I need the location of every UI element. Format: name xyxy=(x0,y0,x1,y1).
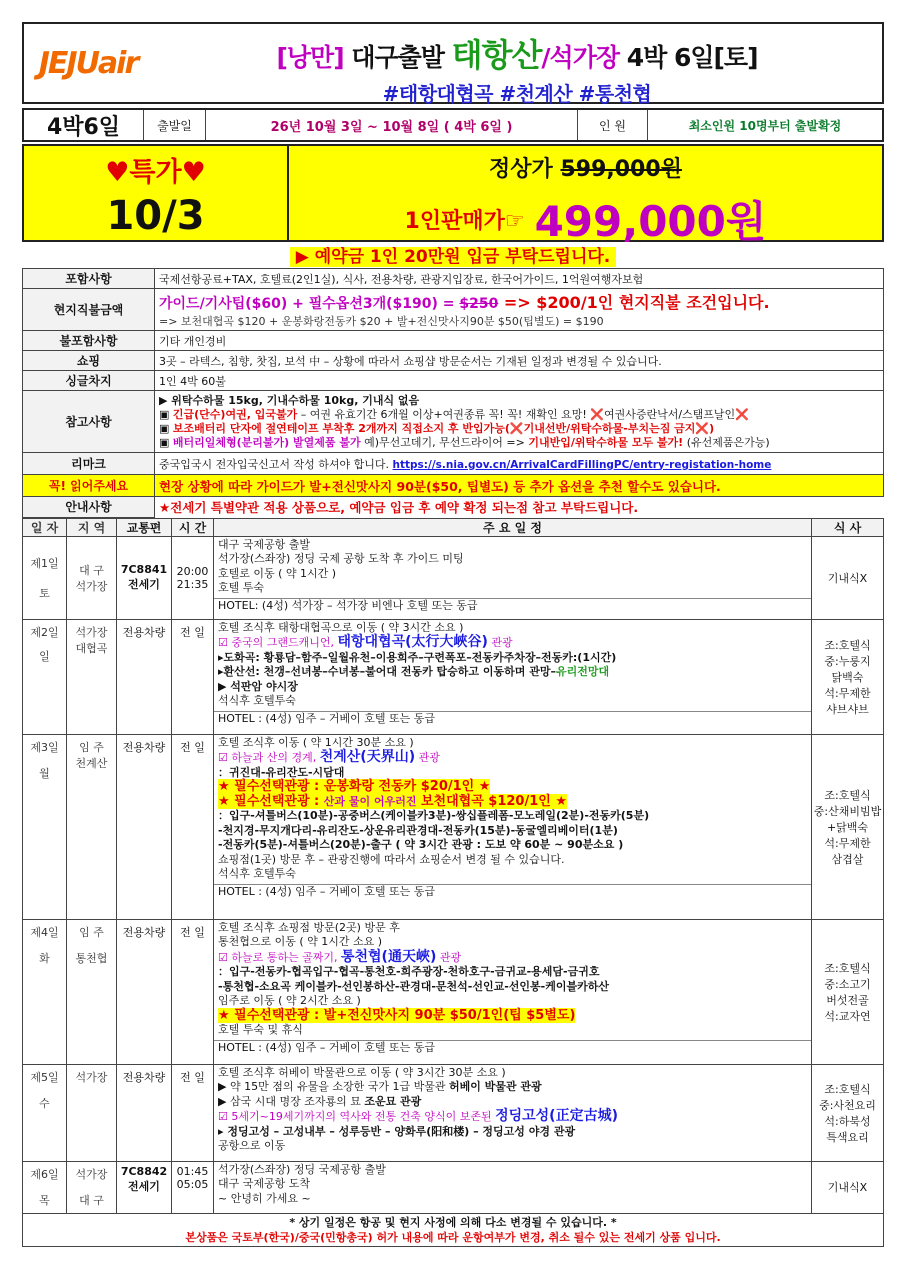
ref4-mark: ▣ xyxy=(159,435,173,449)
itinerary-line: -전동카(5분)-셔틀버스(20분)-출구 ( 약 3시간 관광 : 도보 약 60분 ~ 90분소요 ) xyxy=(218,838,624,851)
day-row-6 xyxy=(23,1161,884,1213)
ref4-red: 기내반입/위탁수하물 모두 불가! xyxy=(528,435,684,449)
hotel-line: HOTEL : (4성) 임주 – 거베이 호텔 또는 동급 xyxy=(214,1040,811,1056)
included-value: 국제선항공료+TAX, 호텔료(2인1실), 식사, 전용차량, 관광지입장료, 한국어가이드, 1억원여행자보험 xyxy=(155,269,884,289)
highlight-intro: ☑ 하늘로 통하는 골짜기, xyxy=(218,950,341,964)
header xyxy=(22,22,884,104)
shopping-label: 쇼핑 xyxy=(23,351,155,371)
region-2: 대 구 xyxy=(79,1194,104,1207)
time-cell: 전 일 xyxy=(172,919,214,1064)
region-cell xyxy=(67,619,117,734)
day-cell xyxy=(23,536,67,619)
day-cell xyxy=(23,1064,67,1161)
itinerary-line: 석가장(스좌장) 정딩 국제공항 출발 xyxy=(218,1162,386,1176)
sale-price xyxy=(289,189,882,249)
meal-cell: 기내식X xyxy=(812,536,884,619)
local-pay-strike: $250 xyxy=(459,296,499,312)
day-label: 제1일 xyxy=(30,556,59,570)
highlight-tail: 관광 xyxy=(436,950,462,964)
row-excluded xyxy=(23,331,884,351)
day-row-5 xyxy=(23,1064,884,1161)
row-guide xyxy=(23,497,884,518)
day-of-week: 월 xyxy=(39,766,50,780)
footer-note-1: * 상기 일정은 항공 및 현지 사정에 의해 다소 변경될 수 있습니다. * xyxy=(289,1215,617,1229)
ref4-tail: (유선제품은가능) xyxy=(683,435,770,449)
region-1: 석가장 xyxy=(75,1168,108,1181)
itinerary-line: 석식후 호텔투숙 xyxy=(218,867,296,880)
remark-label: 리마크 xyxy=(23,453,155,475)
flight-type: 전세기 xyxy=(128,1179,160,1193)
meal-line: 조:호텔식 xyxy=(824,961,871,975)
reference-value xyxy=(155,391,884,453)
title-dest2: 석가장 xyxy=(549,43,619,72)
row-must-read xyxy=(23,475,884,497)
transport-cell xyxy=(117,536,172,619)
route-text: ▸환산선: 천갱–선녀봉–수녀봉–불어대 전동카 탑승하고 이동하며 관망– xyxy=(218,665,556,678)
day-row-2 xyxy=(23,619,884,734)
itinerary-line xyxy=(218,665,807,680)
header-title-block xyxy=(152,24,882,106)
single-charge-label: 싱글차지 xyxy=(23,371,155,391)
flight-number: 7C8842 xyxy=(120,1164,168,1178)
day-cell xyxy=(23,619,67,734)
schedule-header xyxy=(23,518,884,536)
day-label: 제6일 xyxy=(30,1168,59,1181)
region-2: 대협곡 xyxy=(75,641,108,655)
itinerary-line: 임주로 이동 ( 약 2시간 소요 ) xyxy=(218,994,361,1007)
meal-line: 석:무제한 xyxy=(824,836,871,850)
meal-line: 중:누룽지 xyxy=(824,654,871,668)
itinerary-line: 호텔 조식후 쇼핑점 방문(2곳) 방문 후 xyxy=(218,920,400,934)
col-day: 일 자 xyxy=(23,518,67,536)
must-read-value: 현장 상황에 따라 가이드가 발+전신맛사지 90분($50, 팁별도) 등 추가 옵션을 추천 할수도 있습니다. xyxy=(155,475,884,497)
ref4-text: 예)무선고데기, 무선드라이어 => xyxy=(360,435,529,449)
meal-cell xyxy=(812,919,884,1064)
itinerary-line: ：입구-전동카-협곡입구-협곡-통천호-희주광장-천하호구-금귀교-용세담-금귀호 xyxy=(218,965,600,978)
meal-line: 석:하북성 xyxy=(824,1114,871,1128)
itinerary-line: ~ 안녕히 가세요 ~ xyxy=(218,1191,311,1205)
option-c: 보천대협곡 $120/1인 ★ xyxy=(416,793,568,809)
itinerary-line: 호텔 투숙 xyxy=(218,581,265,594)
region-2: 석가장 xyxy=(75,579,108,593)
transport-cell: 전용차량 xyxy=(117,734,172,919)
meal-line: 조:호텔식 xyxy=(824,788,871,802)
hotel-line: HOTEL : (4성) 임주 – 거베이 호텔 또는 동급 xyxy=(214,884,811,900)
itinerary-cell xyxy=(214,1064,812,1161)
page-title xyxy=(152,30,882,76)
itinerary-line xyxy=(218,635,807,651)
region-1: 임 주 xyxy=(79,740,104,754)
schedule-table xyxy=(22,518,884,1214)
itinerary-line: -천지경-무지개다리-유리잔도-상운유리관경대-전동카(15분)-동굴엘리베이터(1분) xyxy=(218,823,618,837)
day-label: 제5일 xyxy=(30,1070,59,1084)
meal-line: 샤브샤브 xyxy=(826,702,869,716)
ref2-red: 긴급(단수)여권, 입국불가 xyxy=(172,407,298,421)
highlight-name: 통천협(通天峽) xyxy=(340,948,437,965)
col-transport: 교통편 xyxy=(117,518,172,536)
day-row-4 xyxy=(23,919,884,1064)
special-label: ♥특가♥ xyxy=(105,157,206,188)
row-reference xyxy=(23,391,884,453)
itinerary-line xyxy=(218,1080,807,1095)
reference-line-1: ▶ 위탁수하물 15kg, 기내수하물 10kg, 기내식 없음 xyxy=(159,393,420,407)
local-pay-value xyxy=(155,289,884,331)
day-of-week: 화 xyxy=(39,951,50,965)
meal-line: 석:교자연 xyxy=(824,1009,871,1023)
jejuair-logo xyxy=(24,24,152,102)
museum-text: ▶ 약 15만 점의 유물을 소장한 국가 1급 박물관 xyxy=(218,1080,449,1093)
title-tag: [낭만] xyxy=(276,43,344,72)
highlight-name: 정딩고성(正定古城) xyxy=(495,1108,618,1124)
region-cell: 석가장 xyxy=(67,1064,117,1161)
transport-cell: 전용차량 xyxy=(117,619,172,734)
option-a: ★ 필수선택관광 : xyxy=(218,793,324,809)
itinerary-line: ▸도화곡: 황룡담–함주–일월유천–이용희주–구련폭포–전동카주차장–전동카:(1시간) xyxy=(218,650,617,664)
col-meal: 식 사 xyxy=(812,518,884,536)
ref3-mark: ▣ xyxy=(159,421,173,435)
itinerary-line xyxy=(218,1095,807,1110)
meal-line: 특색요리 xyxy=(826,1130,869,1144)
reference-line-2 xyxy=(159,408,879,422)
tomb-text: ▶ 삼국 시대 명장 조자룡의 묘 xyxy=(218,1094,365,1108)
included-label: 포함사항 xyxy=(23,269,155,289)
arrival-card-link[interactable]: https://s.nia.gov.cn/ArrivalCardFillingPC/entry-registation-home xyxy=(392,458,772,471)
single-charge-value: 1인 4박 60불 xyxy=(155,371,884,391)
must-read-label: 꼭! 읽어주세요 xyxy=(23,475,155,497)
museum-name: 허베이 박물관 관광 xyxy=(448,1080,542,1093)
highlight-intro: ☑ 하늘과 산의 경계, xyxy=(218,751,320,764)
remark-text: 중국입국시 전자입국신고서 작성 하셔야 합니다. xyxy=(159,457,393,471)
time-cell: 전 일 xyxy=(172,619,214,734)
day-row-1 xyxy=(23,536,884,619)
title-origin: 대구출발 xyxy=(343,43,452,72)
details-table xyxy=(22,268,884,518)
meal-line: 석:무제한 xyxy=(824,686,871,700)
required-option: ★ 필수선택관광 : 운봉화랑 전동카 $20/1인 ★ xyxy=(218,779,491,794)
itinerary-cell xyxy=(214,919,812,1064)
ref2-mark: ▣ xyxy=(159,407,173,421)
itinerary-line: ▶ 석판암 야시장 xyxy=(218,679,298,693)
itinerary-cell xyxy=(214,1161,812,1213)
price-block xyxy=(289,146,882,246)
itinerary-line xyxy=(218,750,807,766)
hashtags: #태항대협곡 #천계산 #통천협 xyxy=(382,82,652,106)
highlight-tail: 관광 xyxy=(415,751,440,764)
transport-cell xyxy=(117,1161,172,1213)
time-1: 20:00 xyxy=(176,564,209,578)
region-2: 천계산 xyxy=(75,756,108,770)
time-cell: 전 일 xyxy=(172,1064,214,1161)
itinerary-line xyxy=(218,1109,807,1125)
meal-line: +닭백숙 xyxy=(826,820,869,834)
meal-line: 닭백숙 xyxy=(831,670,864,684)
highlight-tail: 관광 xyxy=(487,636,513,649)
time-1: 01:45 xyxy=(176,1164,209,1178)
local-pay-detail: => 보천대협곡 $120 + 운봉화랑전동카 $20 + 발+전신맛사지90분 $50(팁별도) = $190 xyxy=(159,315,604,328)
itinerary-cell xyxy=(214,536,812,619)
transport-cell: 전용차량 xyxy=(117,919,172,1064)
footer-note-2: 본상품은 국토부(한국)/중국(민항총국) 허가 내용에 따라 운항여부가 변경, 취소 될수 있는 전세기 상품 입니다. xyxy=(185,1230,721,1244)
meal-line: 중:산채비빔밥 xyxy=(813,804,882,818)
meal-line: 조:호텔식 xyxy=(824,638,871,652)
guide-label: 안내사항 xyxy=(23,497,155,518)
itinerary-line: -통천협-소요곡 케이블카-선인봉하산-관경대-문천석-선인교-선인봉-케이블카하산 xyxy=(218,979,610,993)
meal-line: 중:사천요리 xyxy=(819,1098,876,1112)
title-slash: / xyxy=(541,43,550,72)
reference-label: 참고사항 xyxy=(23,391,155,453)
day-label: 제3일 xyxy=(30,740,59,754)
row-local-pay xyxy=(23,289,884,331)
day-cell xyxy=(23,919,67,1064)
region-1: 석가장 xyxy=(75,625,108,639)
day-of-week: 일 xyxy=(39,649,50,663)
hotel-line: HOTEL : (4성) 임주 – 거베이 호텔 또는 동급 xyxy=(214,711,811,727)
price-box xyxy=(22,144,884,246)
normal-price xyxy=(289,152,882,183)
col-time: 시 간 xyxy=(172,518,214,536)
itinerary-line: 대구 국제공항 도착 xyxy=(218,1177,311,1190)
tomb-name: 조운묘 관광 xyxy=(364,1094,422,1108)
itinerary-line: ：귀진대-유리잔도-시담대 xyxy=(218,765,345,779)
meal-cell xyxy=(812,1064,884,1161)
itinerary-line: ▸ 정딩고성 – 고성내부 – 성루등반 – 양화루(阳和楼) – 정딩고성 야경 관광 xyxy=(218,1124,576,1138)
people-label: 인 원 xyxy=(578,110,648,140)
highlight-name: 태항대협곡(太行大峽谷) xyxy=(337,634,488,650)
itinerary-line: 호텔로 이동 ( 약 1시간 ) xyxy=(218,566,337,580)
reference-line-4 xyxy=(159,436,879,450)
day-of-week: 수 xyxy=(39,1096,50,1110)
meal-line: 조:호텔식 xyxy=(824,1082,871,1096)
itinerary-line xyxy=(218,780,807,795)
meal-line: 중:소고기 xyxy=(824,977,871,991)
region-1: 임 주 xyxy=(79,925,104,939)
row-shopping xyxy=(23,351,884,371)
itinerary-line: 호텔 조식후 허베이 박물관으로 이동 ( 약 3시간 30분 소요 ) xyxy=(218,1065,506,1079)
time-cell xyxy=(172,1161,214,1213)
excluded-value: 기타 개인경비 xyxy=(155,331,884,351)
sale-price-value: 499,000원 xyxy=(534,197,767,246)
highlight-name: 천계산(天界山) xyxy=(319,749,416,765)
row-included xyxy=(23,269,884,289)
day-of-week: 목 xyxy=(39,1194,50,1207)
sale-price-label: 1인판매가☞ xyxy=(404,208,525,234)
time-cell xyxy=(172,536,214,619)
ref2-text: – 여권 유효기간 6개월 이상+여권종류 꼭! 꼭! 재확인 요망! ❌여권사증란낙서/스탬프날인❌ xyxy=(297,407,749,421)
special-date: 10/3 xyxy=(106,193,205,239)
itinerary-line: 호텔 조식후 태항대협곡으로 이동 ( 약 3시간 소요 ) xyxy=(218,620,464,634)
nights-label: 4박6일 xyxy=(24,110,144,140)
excluded-label: 불포함사항 xyxy=(23,331,155,351)
page xyxy=(22,22,884,1252)
highlight-intro: ☑ 중국의 그랜드캐니언, xyxy=(218,636,338,649)
route-green: 유리전망대 xyxy=(555,665,610,678)
itinerary-line: 쇼핑점(1곳) 방문 후 – 관광진행에 따라서 쇼핑순서 변경 될 수 있습니다. xyxy=(218,852,565,866)
row-remark xyxy=(23,453,884,475)
departure-label: 출발일 xyxy=(144,110,206,140)
itinerary-line: 공항으로 이동 xyxy=(218,1139,286,1152)
flight-number: 7C8841 xyxy=(120,563,168,576)
time-cell: 전 일 xyxy=(172,734,214,919)
option-b: 산과 물이 어우러진 xyxy=(323,794,417,808)
ref3-red: 보조배터리 단자에 절연테이프 부착후 2개까지 직접소지 후 반입가능(❌기내선반/위탁수하물-부치는짐 금지❌) xyxy=(172,421,715,435)
time-2: 21:35 xyxy=(176,577,209,591)
highlight-intro: ☑ 5세기~19세기까지의 역사와 전통 건축 양식이 보존된 xyxy=(218,1110,496,1123)
meal-cell xyxy=(812,734,884,919)
remark-value xyxy=(155,453,884,475)
day-cell xyxy=(23,1161,67,1213)
itinerary-line xyxy=(218,1009,807,1024)
normal-price-value: 599,000원 xyxy=(560,157,682,182)
day-cell xyxy=(23,734,67,919)
info-bar xyxy=(22,108,884,142)
deposit-text: ▶ 예약금 1인 20만원 입금 부탁드립니다. xyxy=(290,247,617,267)
region-cell xyxy=(67,536,117,619)
row-single xyxy=(23,371,884,391)
required-option: ★ 필수선택관광 : 발+전신맛사지 90분 $50/1인(팁 $5별도) xyxy=(218,1007,576,1023)
itinerary-line: 석가장(스좌장) 정딩 국제 공항 도착 후 가이드 미팅 xyxy=(218,552,464,565)
time-2: 05:05 xyxy=(176,1177,209,1191)
col-itinerary: 주 요 일 정 xyxy=(214,518,812,536)
logo-text: JEJUair xyxy=(38,45,138,81)
meal-cell xyxy=(812,619,884,734)
title-duration: 4박 6일[토] xyxy=(619,43,758,72)
meal-line: 버섯전골 xyxy=(826,993,869,1007)
itinerary-cell xyxy=(214,619,812,734)
required-option xyxy=(218,794,567,809)
region-1: 대 구 xyxy=(79,563,104,577)
local-pay-a: 가이드/기사팁($60) + 필수옵션3개($190) = xyxy=(159,296,460,312)
minimum-people: 최소인원 10명부터 출발확정 xyxy=(688,118,842,133)
day-row-3 xyxy=(23,734,884,919)
itinerary-line: 호텔 조식후 이동 ( 약 1시간 30분 소요 ) xyxy=(218,735,414,749)
footer-notes xyxy=(22,1214,884,1247)
reference-line-3 xyxy=(159,422,879,436)
col-region: 지 역 xyxy=(67,518,117,536)
region-2: 통천협 xyxy=(75,951,108,965)
title-dest: 태항산 xyxy=(451,36,542,74)
itinerary-cell xyxy=(214,734,812,919)
itinerary-line xyxy=(218,795,807,810)
meal-line: 삼겹살 xyxy=(831,852,864,866)
itinerary-line: 통천협으로 이동 ( 약 1시간 소요 ) xyxy=(218,935,383,948)
day-label: 제4일 xyxy=(30,925,59,939)
itinerary-line: 석식후 호텔투숙 xyxy=(218,694,296,707)
day-label: 제2일 xyxy=(30,625,59,639)
day-of-week: 토 xyxy=(39,586,50,600)
itinerary-line: ：입구-셔틀버스(10분)-공중버스(케이블카3분)-쌍십플레폼-모노레일(2분)-전동카(5분) xyxy=(218,809,650,822)
itinerary-line: 대구 국제공항 출발 xyxy=(218,537,311,551)
ref4-magenta: 배터리일체형(분리불가) 발열제품 불가 xyxy=(172,435,361,449)
hotel-line: HOTEL: (4성) 석가장 – 석가장 비엔나 호텔 또는 동급 xyxy=(214,598,811,614)
shopping-value: 3곳 – 라텍스, 침향, 찻집, 보석 中 – 상황에 따라서 쇼핑샵 방문순서는 기재된 일정과 변경될 수 있습니다. xyxy=(155,351,884,371)
itinerary-line: 호텔 투숙 및 휴식 xyxy=(218,1023,303,1036)
region-cell xyxy=(67,734,117,919)
meal-cell: 기내식X xyxy=(812,1161,884,1213)
local-pay-c: => $200/1인 현지직불 조건입니다. xyxy=(498,293,770,312)
local-pay-label: 현지직불금액 xyxy=(23,289,155,331)
special-block xyxy=(24,146,289,240)
itinerary-line xyxy=(218,950,807,966)
guide-value: ★전세기 특별약관 적용 상품으로, 예약금 입금 후 예약 확정 되는점 참고 부탁드립니다. xyxy=(159,500,639,515)
departure-dates: 26년 10월 3일 ~ 10월 8일 ( 4박 6일 ) xyxy=(206,110,578,140)
region-cell xyxy=(67,1161,117,1213)
flight-type: 전세기 xyxy=(128,578,160,591)
region-cell xyxy=(67,919,117,1064)
transport-cell: 전용차량 xyxy=(117,1064,172,1161)
normal-price-label: 정상가 xyxy=(489,157,561,182)
